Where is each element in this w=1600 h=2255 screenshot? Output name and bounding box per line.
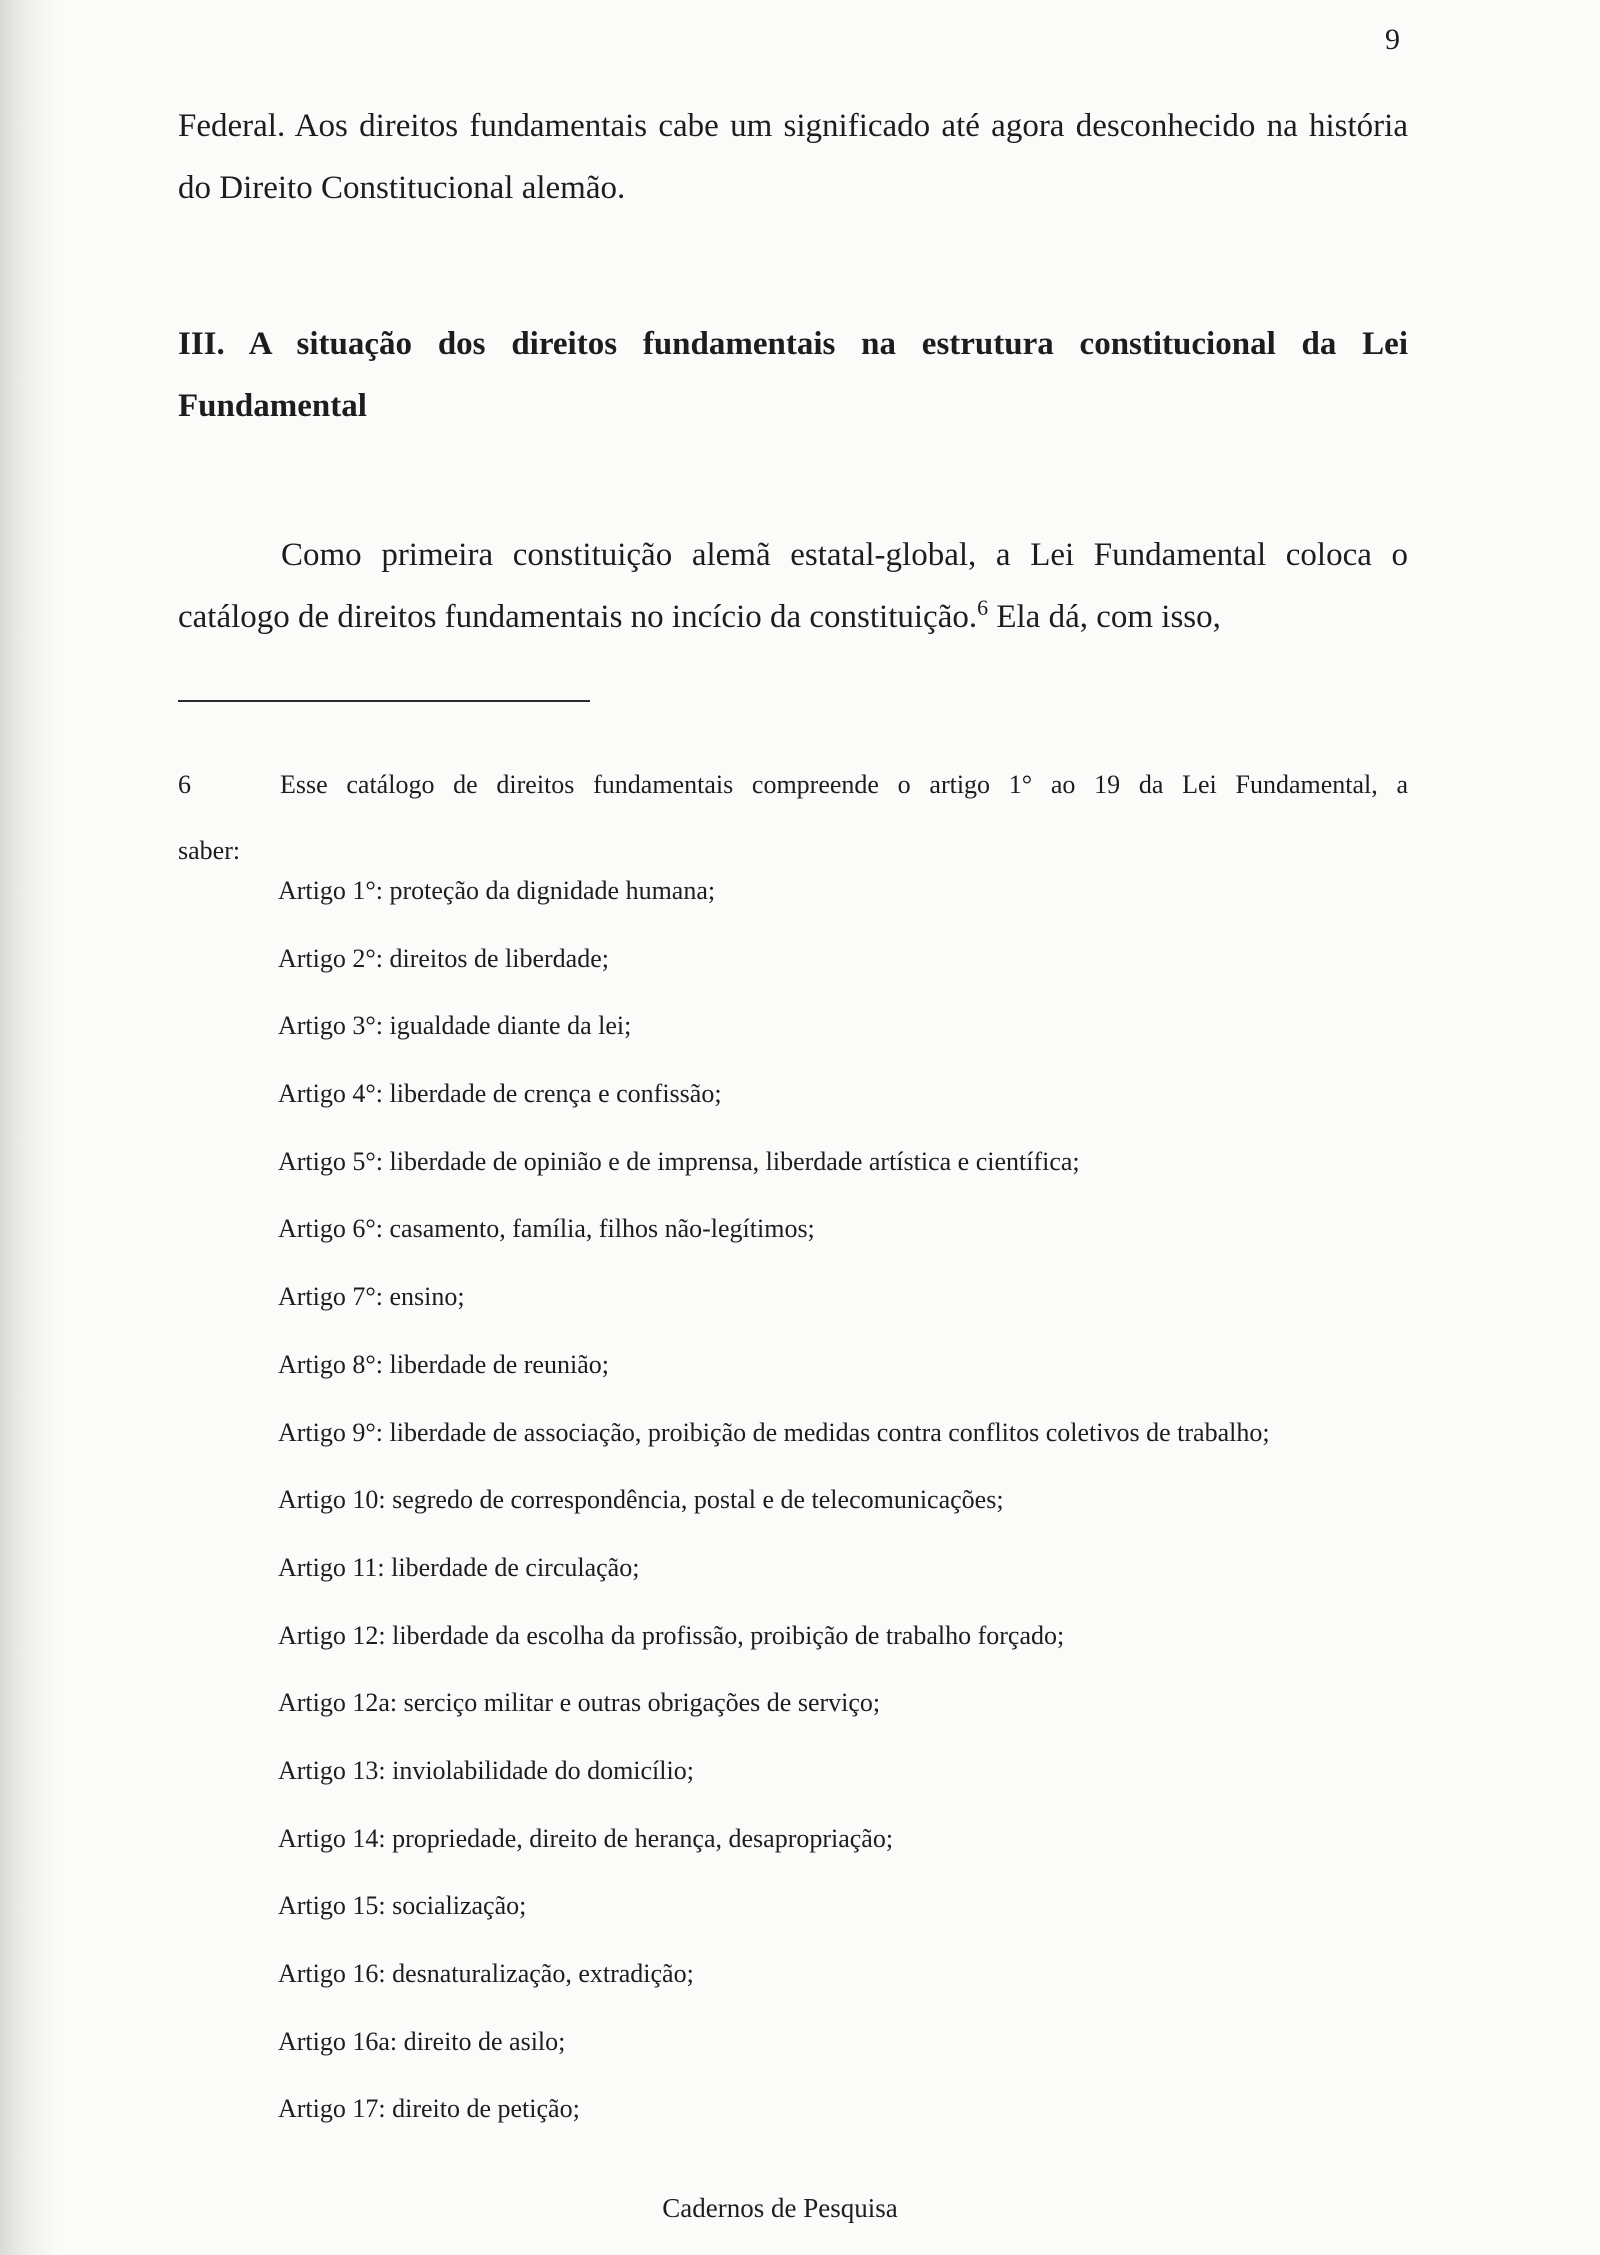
article-item: Artigo 13: inviolabilidade do domicílio; xyxy=(278,1755,694,1785)
article-item: Artigo 16: desnaturalização, extradição; xyxy=(278,1959,694,1988)
article-item: Artigo 4°: liberdade de crença e confissão; xyxy=(278,1079,722,1109)
footnote xyxy=(178,752,1408,884)
article-item: Artigo 14: propriedade, direito de herança, desapropriação; xyxy=(278,1823,894,1853)
article-item: Artigo 5°: liberdade de opinião e de imprensa, liberdade artística e científica; xyxy=(278,1146,1080,1176)
section-heading: III. A situação dos direitos fundamentais na estrutura constitucional da Lei Fundamental xyxy=(178,326,1408,424)
article-item: Artigo 17: direito de petição; xyxy=(278,2094,580,2124)
body-paragraph-2 xyxy=(178,524,1408,648)
footnote-reference[interactable]: 6 xyxy=(977,595,989,620)
paragraph-2-text: Como primeira constituição alemã estatal-global, a Lei Fundamental coloca o catálogo de direitos fundamentais no incício da constituição. xyxy=(178,537,1408,635)
article-item: Artigo 10: segredo de correspondência, postal e de telecomunicações; xyxy=(278,1485,1004,1515)
article-item: Artigo 12: liberdade da escolha da profissão, proibição de trabalho forçado; xyxy=(278,1620,1065,1650)
footnote-first-line xyxy=(178,752,1408,818)
article-item: Artigo 11: liberdade de circulação; xyxy=(278,1552,640,1582)
body-paragraph-1: Federal. Aos direitos fundamentais cabe um significado até agora desconhecido na história do Direito Constitucional alemão. xyxy=(178,108,1408,206)
articles-list xyxy=(278,866,1398,2152)
article-item: Artigo 3°: igualdade diante da lei; xyxy=(278,1011,632,1041)
footnote-number: 6 xyxy=(178,770,191,799)
article-item: Artigo 8°: liberdade de reunião; xyxy=(278,1349,609,1379)
article-item: Artigo 15: socialização; xyxy=(278,1891,527,1921)
page-footer: Cadernos de Pesquisa xyxy=(662,2193,898,2223)
footnote-separator xyxy=(178,700,590,702)
article-item: Artigo 2°: direitos de liberdade; xyxy=(278,943,609,973)
article-item: Artigo 12a: serciço militar e outras obrigações de serviço; xyxy=(278,1688,881,1718)
page-number: 9 xyxy=(1385,23,1400,56)
paragraph-2-continuation: Ela dá, com isso, xyxy=(988,599,1221,635)
scan-page-edge xyxy=(0,0,60,2255)
footnote-text-line-1: Esse catálogo de direitos fundamentais compreende o artigo 1° ao 19 da Lei Fundamental, a xyxy=(280,770,1408,799)
article-item: Artigo 6°: casamento, família, filhos não-legítimos; xyxy=(278,1214,815,1244)
article-item: Artigo 9°: liberdade de associação, proibição de medidas contra conflitos coletivos de trabalho; xyxy=(278,1417,1270,1447)
footnote-text-line-2: saber: xyxy=(178,836,241,865)
article-item: Artigo 16a: direito de asilo; xyxy=(278,2026,566,2056)
article-item: Artigo 7°: ensino; xyxy=(278,1282,465,1312)
article-item: Artigo 1°: proteção da dignidade humana; xyxy=(278,876,716,905)
